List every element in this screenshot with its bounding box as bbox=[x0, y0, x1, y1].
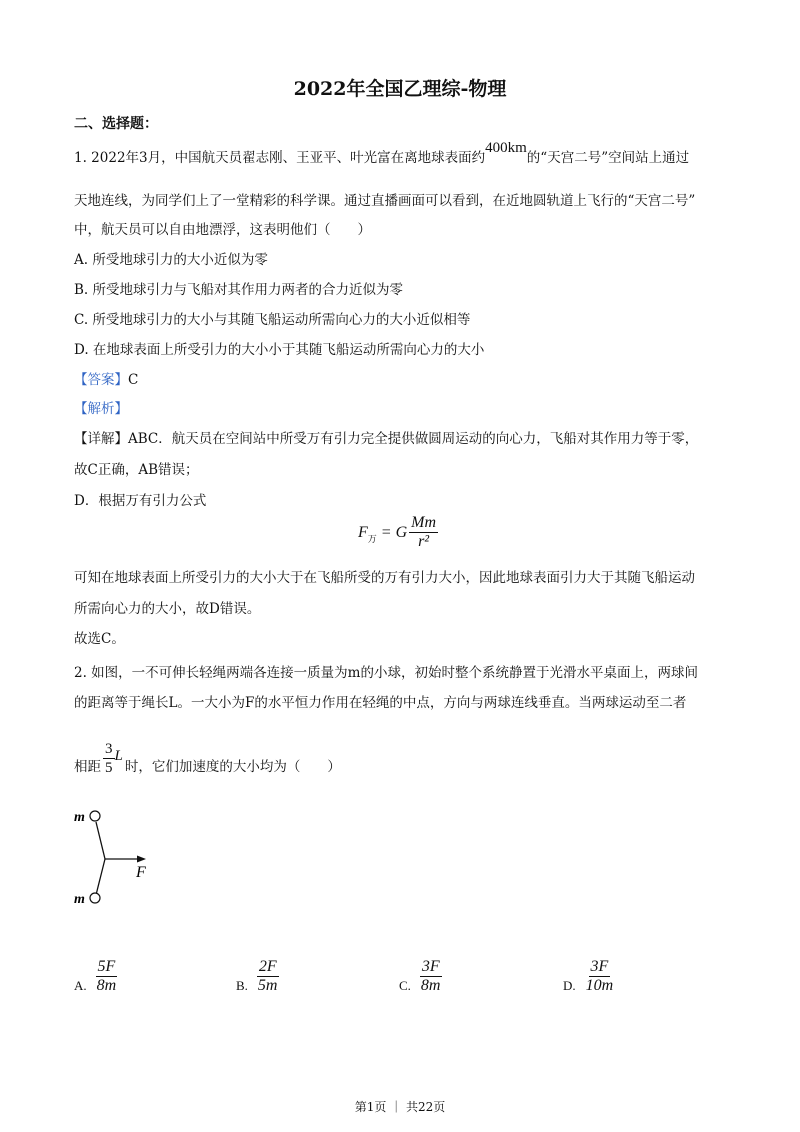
bottom-mass-label: m bbox=[74, 892, 85, 907]
q1-option-b: B. 所受地球引力与飞船对其作用力两者的合力近似为零 bbox=[74, 282, 404, 298]
q1-line1-pre: 1. 2022年3月，中国航天员翟志刚、王亚平、叶光富在离地球表面约 bbox=[74, 150, 486, 166]
option-c-fraction bbox=[419, 958, 443, 995]
bottom-ball bbox=[90, 893, 100, 903]
conclusion-line2: 所需向心力的大小，故D错误。 bbox=[74, 601, 261, 617]
detail-line2: 故C正确，AB错误； bbox=[74, 462, 199, 478]
q2-line2: 的距离等于绳长L。一大小为F的水平恒力作用在轻绳的中点，方向与两球连线垂直。当两球运动至二者 bbox=[74, 695, 687, 711]
final-choice: 故选C。 bbox=[74, 631, 125, 647]
top-mass-label: m bbox=[74, 810, 85, 825]
option-a-num: 5F bbox=[97, 958, 116, 975]
conclusion-line1: 可知在地球表面上所受引力的大小大于在飞船所受的万有引力大小，因此地球表面引力大于其随飞船运动 bbox=[74, 570, 695, 586]
option-b-den: 5m bbox=[257, 977, 278, 994]
q1-distance: 400km bbox=[485, 140, 527, 156]
option-d-num: 3F bbox=[590, 958, 609, 975]
q1-line2: 天地连线，为同学们上了一堂精彩的科学课。通过直播画面可以看到，在近地圆轨道上飞行的“天宫二号” bbox=[74, 193, 696, 209]
page-footer: 第1页 ｜ 共22页 bbox=[354, 1100, 446, 1114]
q2-frac-num: 3 bbox=[105, 741, 113, 757]
q2-option-b bbox=[236, 958, 279, 995]
option-a-label: A. bbox=[74, 977, 87, 993]
two-balls-diagram bbox=[70, 800, 170, 910]
formula-denominator: r² bbox=[418, 533, 430, 550]
option-c-den: 8m bbox=[420, 977, 441, 994]
option-b-fraction bbox=[256, 958, 280, 995]
detail-label: 【详解】 bbox=[74, 431, 128, 447]
q2-line3-post: 时，它们加速度的大小均为（ ） bbox=[124, 759, 341, 775]
q2-frac-var: L bbox=[114, 748, 123, 764]
option-a-fraction bbox=[95, 958, 119, 995]
section-heading: 二、选择题： bbox=[74, 116, 158, 132]
option-b-label: B. bbox=[236, 977, 248, 993]
q2-line1: 2. 如图，一不可伸长轻绳两端各连接一质量为m的小球，初始时整个系统静置于光滑水平桌面上，两球间 bbox=[74, 665, 698, 681]
force-label: F bbox=[136, 864, 146, 881]
option-d-den: 10m bbox=[585, 977, 614, 994]
q2-option-d bbox=[563, 958, 615, 995]
q2-line3-pre: 相距 bbox=[74, 759, 101, 775]
force-arrow-head bbox=[137, 856, 146, 863]
q1-line1-post: 的“天宫二号”空间站上通过 bbox=[526, 150, 690, 166]
formula-subscript: 万 bbox=[367, 535, 377, 545]
q1-line3: 中，航天员可以自由地漂浮，这表明他们（ ） bbox=[74, 222, 371, 238]
detail-line3: D．根据万有引力公式 bbox=[74, 493, 207, 509]
q2-option-a bbox=[74, 958, 118, 995]
formula-numerator: Mm bbox=[411, 514, 437, 531]
q1-option-d: D. 在地球表面上所受引力的大小小于其随飞船运动所需向心力的大小 bbox=[74, 342, 485, 358]
analysis-label: 【解析】 bbox=[74, 401, 128, 417]
answer-label: 【答案】 bbox=[74, 372, 128, 388]
q2-fraction bbox=[103, 740, 115, 777]
detail-line1 bbox=[74, 427, 698, 447]
answer-value: C bbox=[128, 372, 139, 388]
q1-answer bbox=[74, 368, 138, 388]
formula-eq: = G bbox=[380, 523, 408, 541]
option-b-num: 2F bbox=[258, 958, 277, 975]
formula-fraction bbox=[409, 514, 438, 551]
q1-line1 bbox=[74, 140, 690, 167]
formula-lhs: F bbox=[358, 523, 368, 541]
rope-upper bbox=[96, 822, 105, 859]
q1-option-a: A. 所受地球引力的大小近似为零 bbox=[74, 252, 268, 268]
q2-line3 bbox=[74, 740, 341, 777]
page-title: 2022年全国乙理综-物理 bbox=[293, 78, 507, 100]
q1-option-c: C. 所受地球引力的大小与其随飞船运动所需向心力的大小近似相等 bbox=[74, 312, 471, 328]
q2-option-c bbox=[399, 958, 442, 995]
option-c-label: C. bbox=[399, 977, 411, 993]
q2-frac-den: 5 bbox=[105, 760, 113, 776]
gravitation-formula bbox=[358, 514, 438, 551]
option-a-den: 8m bbox=[96, 977, 117, 994]
option-d-fraction bbox=[584, 958, 616, 995]
detail-text: ABC．航天员在空间站中所受万有引力完全提供做圆周运动的向心力，飞船对其作用力等于零， bbox=[128, 431, 699, 447]
rope-lower bbox=[96, 859, 105, 895]
option-c-num: 3F bbox=[421, 958, 440, 975]
top-ball bbox=[90, 811, 100, 821]
option-d-label: D. bbox=[563, 977, 576, 993]
